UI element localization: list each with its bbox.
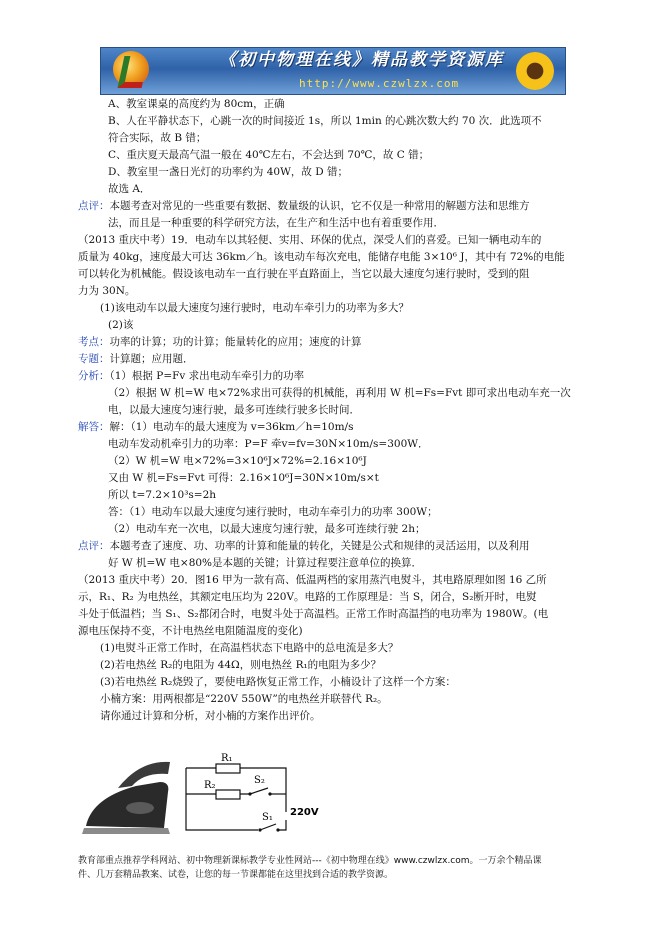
text-line [78,181,616,198]
text-line [78,317,616,334]
line-text: (3)若电热丝 R₂烧毁了，要使电路恢复正常工作，小楠设计了这样一个方案： [100,676,456,688]
text-line [78,589,616,606]
text-line [78,232,616,249]
line-text: (1)电熨斗正常工作时，在高温档状态下电路中的总电流是多大？ [100,642,399,654]
text-line [78,487,616,504]
line-text: （2）电动车充一次电，以最大速度匀速行驶，最多可连续行驶 2h； [108,523,426,535]
line-text: B、人在平静状态下，心跳一次的时间接近 1s，所以 1min 的心跳次数大约 70 次．此选项不 [108,115,542,127]
line-text: D、教室里一盏日光灯的功率约为 40W，故 D 错； [108,166,349,178]
text-line [78,266,616,283]
line-text: A、教室课桌的高度约为 80cm，正确 [108,98,285,110]
line-text: 本题考查了速度、功、功率的计算和能量的转化，关键是公式和规律的灵活运用，以及利用 [109,540,530,552]
footer-line-1: 教育部重点推荐学科网站、初中物理新课标教学专业性网站---《初中物理在线》www.czwlzx.com。一万余个精品课 [78,856,542,866]
line-text: 答：（1）电动车以最大速度匀速行驶时，电动车牵引力的功率 300W； [108,506,438,518]
text-line [78,623,616,640]
s1-label: S₁ [262,812,273,823]
s2-label: S₂ [254,775,265,786]
banner-url[interactable]: http://www.czwlzx.com [299,77,460,90]
line-text: 斗处于低温档；当 S₁、S₂都闭合时，电熨斗处于高温档。正常工作时高温挡的电功率为 1980W。(电 [78,608,549,620]
figure-16 [78,752,378,838]
line-text: 功率的计算；功的计算；能量转化的应用；速度的计算 [109,336,362,348]
section-tag: 点评： [78,540,110,552]
text-line [78,674,616,691]
text-line [78,300,616,317]
text-line [78,198,616,215]
line-text: (2)该 [108,319,134,331]
line-text: 解：（1）电动车的最大速度为 v=36km／h=10m/s [109,421,354,433]
section-tag: 专题： [78,353,110,365]
text-line [78,130,616,147]
sunflower-image [516,52,554,90]
line-text: (1)该电动车以最大速度匀速行驶时，电动车牵引力的功率为多大？ [100,302,409,314]
text-line [78,436,616,453]
line-text: 力为 30N。 [78,285,136,297]
banner-title: 《初中物理在线》精品教学资源库 [219,50,504,70]
text-line [78,504,616,521]
line-text: 示，R₁、R₂ 为电热丝，其额定电压均为 220V。电路的工作原理是：当 S，闭合，S₂断开时，电熨 [78,591,537,603]
line-text: （2013 重庆中考）20．图16 甲为一款有高、低温两档的家用蒸汽电熨斗，其电路原理如图 16 乙所 [78,574,547,586]
text-line [78,96,616,113]
line-text: 质量为 40kg，速度最大可达 36km／h。该电动车每次充电，能储存电能 3×10⁶ J，其中有 72%的电能 [78,251,565,263]
line-text: （1）根据 P=Fv 求出电动车牵引力的功率 [109,370,305,382]
line-text: （2013 重庆中考）19．电动车以其轻便、实用、环保的优点，深受人们的喜爱。已知一辆电动车的 [78,234,542,246]
text-line [78,572,616,589]
text-line [78,521,616,538]
section-tag: 解答： [78,421,110,433]
text-line [78,657,616,674]
line-text: (2)若电热丝 R₂的电阻为 44Ω，则电热丝 R₁的电阻为多少？ [100,659,382,671]
line-text: C、重庆夏天最高气温一般在 40℃左右，不会达到 70℃，故 C 错； [108,149,430,161]
text-line [78,334,616,351]
line-text: （2）根据 W 机=W 电×72%求出可获得的机械能，再利用 W 机=Fs=Fvt 即可求出电动车充一次 [108,387,571,399]
text-line [78,606,616,623]
text-line [78,249,616,266]
text-line [78,691,616,708]
r2-label: R₂ [204,780,216,791]
footer-line-2: 件、几万套精品教案、试卷，让您的每一节课都能在这里找到合适的教学资源。 [78,870,394,880]
line-text: 好 W 机=W 电×80%是本题的关键；计算过程要注意单位的换算． [108,557,423,569]
text-line [78,538,616,555]
line-text: 本题考查对常见的一些重要有数据、数量级的认识，它不仅是一种常用的解题方法和思维方 [109,200,530,212]
section-tag: 考点： [78,336,110,348]
text-line [78,147,616,164]
section-tag: 点评： [78,200,110,212]
steam-iron-image [82,762,170,834]
line-text: 源电压保持不变，不计电热丝电阻随温度的变化) [78,625,303,637]
line-text: 计算题；应用题． [109,353,194,365]
line-text: 法，而且是一种重要的科学研究方法，在生产和生活中也有着重要作用． [108,217,444,229]
line-text: 故选 A． [108,183,151,195]
text-line [78,402,616,419]
r1-label: R₁ [221,753,233,764]
line-text: 可以转化为机械能。假设该电动车一直行驶在平直路面上，当它以最大速度匀速行驶时，受到的阻 [78,268,530,280]
text-line [78,368,616,385]
line-text: （2）W 机=W 电×72%=3×10⁶J×72%=2.16×10⁶J [108,455,367,467]
text-line [78,453,616,470]
text-line [78,215,616,232]
text-line [78,555,616,572]
text-line [78,113,616,130]
text-line [78,351,616,368]
text-line [78,640,616,657]
figure-svg [78,752,378,838]
line-text: 符合实际，故 B 错； [108,132,207,144]
text-line [78,470,616,487]
document-body [78,96,616,725]
line-text: 请你通过计算和分析，对小楠的方案作出评价。 [100,710,321,722]
line-text: 电动车发动机牵引力的功率：P=F 牵v=fv=30N×10m/s=300W． [108,438,429,450]
text-line [78,164,616,181]
line-text: 又由 W 机=Fs=Fvt 可得：2.16×10⁶J=30N×10m/s×t [108,472,379,484]
line-text: 小楠方案：用两根都是“220V 550W”的电热丝并联替代 R₂。 [100,693,388,705]
text-line [78,283,616,300]
text-line [78,385,616,402]
section-tag: 分析： [78,370,110,382]
header-banner [100,47,566,95]
page-footer [78,854,598,882]
line-text: 电，以最大速度匀速行驶，最多可连续行驶多长时间． [108,404,360,416]
text-line [78,419,616,436]
line-text: 所以 t=7.2×10³s=2h [108,489,217,501]
text-line [78,708,616,725]
source-label: 220V [290,807,319,818]
logo-mark [118,56,149,88]
